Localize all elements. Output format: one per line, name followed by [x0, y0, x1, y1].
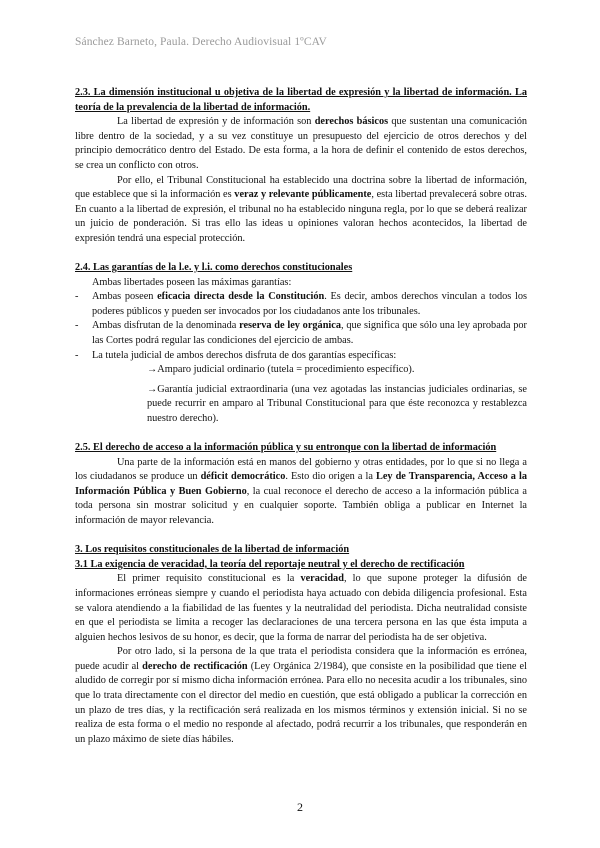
page-number: 2	[297, 800, 303, 814]
list-item: - Ambas poseen eficacia directa desde la Constitución. Es decir, ambos derechos vinculan a todos los poderes públicos y pueden ser invocados por los ciudadanos ante los tribunales.	[75, 290, 527, 319]
section-3-1-paragraph-1: El primer requisito constitucional es la veracidad, lo que supone proteger la difusión de informaciones erróneas siempre y cuando el periodista haya actuado con debida diligencia profesional. Esta se valora atendiendo a la fiabilidad de las fuentes y la neutralidad del periodista. Dicha neutralidad consiste en que el periodista se limita a recoger las declaraciones de una tercera persona en las que ésta imputa a alguien hechos lesivos de su honor, es decir, que la forma de narrar del periodista ha de ser objetiva.	[75, 573, 527, 643]
section-2-5-heading: 2.5. El derecho de acceso a la información pública y su entronque con la libertad de información	[75, 442, 497, 454]
section-3-heading: 3. Los requisitos constitucionales de la libertad de información	[75, 544, 350, 556]
bold-term: veraz y relevante públicamente	[234, 189, 372, 201]
section-2-4-intro: Ambas libertades poseen las máximas garantías:	[92, 276, 292, 288]
section-2-3-paragraph-1: La libertad de expresión y de información son derechos básicos que sustentan una comunicación libre dentro de la sociedad, y a su vez constituye un presupuesto del ejercicio de otros derechos y del principio democrático dentro del Estado. De esta forma, a la hora de definir el contenido de estos derechos, se crea un conflicto con otros.	[75, 116, 528, 171]
bold-term: déficit democrático	[200, 471, 286, 483]
sub-item-garantia-extraordinaria: →Garantía judicial extraordinaria (una vez agotadas las instancias judiciales ordinarias, se puede recurrir en amparo al Tribunal Constitucional para que éste reconozca y restablezca nuestro derecho).	[147, 383, 527, 424]
document-body	[75, 86, 527, 747]
list-item: - Ambas disfrutan de la denominada reserva de ley orgánica, que significa que sólo una ley aprobada por las Cortes podrá regular las condiciones del ejercicio de ambas.	[75, 319, 527, 348]
bold-term: Ley de Transparencia, Acceso a la Información Pública y Buen Gobierno	[75, 471, 527, 497]
list-item: - La tutela judicial de ambos derechos disfruta de dos garantías específicas:	[75, 349, 527, 364]
bold-term: reserva de ley orgánica	[239, 320, 341, 332]
page-header: Sánchez Barneto, Paula. Derecho Audiovisual 1ºCAV	[75, 36, 327, 48]
section-2-3-heading: 2.3. La dimensión institucional u objetiva de la libertad de expresión y la libertad de información. La teoría de la prevalencia de la libertad de información.	[75, 87, 527, 113]
section-3-1-paragraph-2: Por otro lado, si la persona de la que trata el periodista considera que la información es errónea, puede acudir al derecho de rectificación (Ley Orgánica 2/1984), que consiste en la posibilidad que tiene el aludido de corregir por sí mismo dicha información errónea. Para ello no necesita acudir a los tribunales, sino que lo trata directamente con el director del medio en cuestión, que está obligado a publicar la corrección en un plazo de tres días, y la rectificación será realizada en los mismos términos y extensión inicial. Si no se realiza de esta forma o el medio no responde al afectado, podrá recurrir a los tribunales, que responderán en un plazo máximo de siete días hábiles.	[75, 646, 527, 745]
section-2-4-heading: 2.4. Las garantías de la l.e. y l.i. como derechos constitucionales	[75, 262, 353, 274]
section-2-5-paragraph-1: Una parte de la información está en manos del gobierno y otras entidades, por lo que si no llega a los ciudadanos se produce un déficit democrático. Esto dio origen a la Ley de Transparencia, Acceso a la Información Pública y Buen Gobierno, la cual reconoce el derecho de acceso a la información pública a toda persona sin mostrar solicitud y en cualquier soporte. También obliga a publicar en Internet la información de mayor relevancia.	[75, 456, 527, 527]
bold-term: veracidad	[300, 573, 344, 585]
bold-term: derecho de rectificación	[142, 660, 248, 672]
sub-item-amparo-ordinario: →Amparo judicial ordinario (tutela = procedimiento específico).	[147, 364, 415, 376]
section-3-1-heading: 3.1 La exigencia de veracidad, la teoría del reportaje neutral y el derecho de rectificación	[75, 558, 465, 570]
bold-term: derechos básicos	[314, 116, 389, 128]
guarantees-list	[75, 290, 527, 363]
section-2-3-paragraph-2: Por ello, el Tribunal Constitucional ha establecido una doctrina sobre la libertad de información, que establece que si la información es veraz y relevante públicamente, esta libertad prevalecerá sobre otras. En cuanto a la libertad de expresión, el tribunal no ha establecido ninguna regla, por lo que se deberá realizar un juicio de ponderación. Si tras ello las ideas u opiniones valoran hechos acontecidos, la libertad de expresión tendrá una especial protección.	[75, 174, 528, 244]
bold-term: eficacia directa desde la Constitución	[157, 291, 325, 303]
